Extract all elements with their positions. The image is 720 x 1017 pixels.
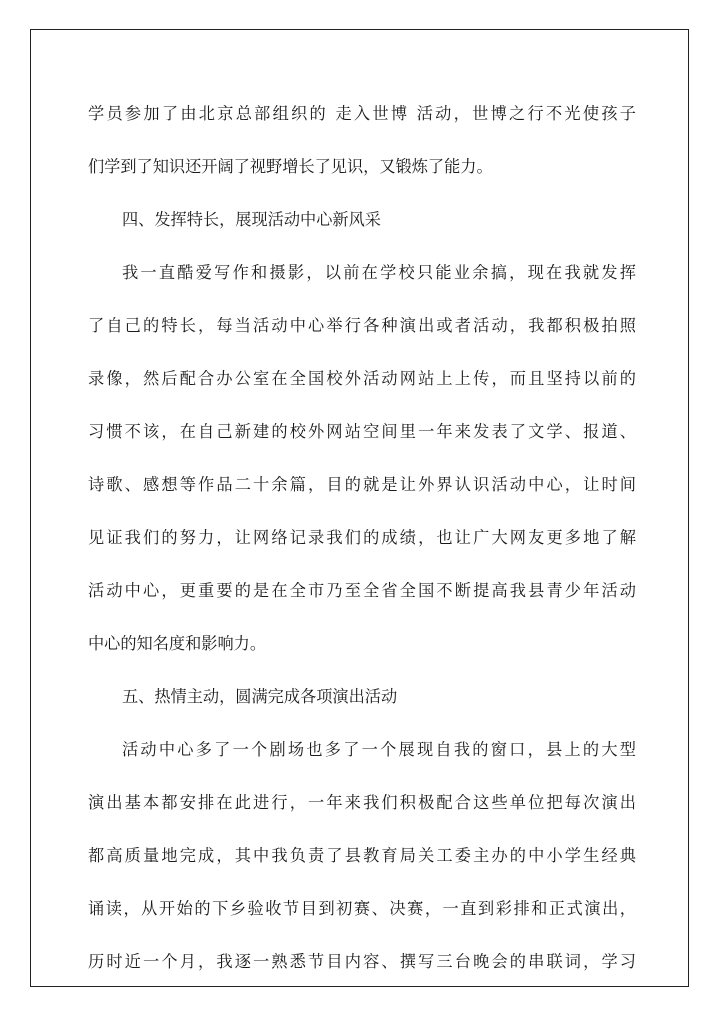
text-line: 见证我们的努力，让网络记录我们的成绩，也让广大网友更多地了解 (88, 528, 636, 547)
section-heading: 五、热情主动，圆满完成各项演出活动 (122, 687, 398, 706)
text-line: 我一直酷爱写作和摄影，以前在学校只能业余搞，现在我就发挥 (122, 263, 636, 282)
section-heading: 四、发挥特长，展现活动中心新风采 (122, 210, 381, 229)
text-line: 们学到了知识还开阔了视野增长了见识，又锻炼了能力。 (88, 157, 493, 176)
text-line: 都高质量地完成，其中我负责了县教育局关工委主办的中小学生经典 (88, 846, 636, 865)
text-line: 活动中心多了一个剧场也多了一个展现自我的窗口，县上的大型 (122, 740, 636, 759)
text-line: 演出基本都安排在此进行，一年来我们积极配合这些单位把每次演出 (88, 793, 636, 812)
text-line: 诵读，从开始的下乡验收节目到初赛、决赛，一直到彩排和正式演出， (88, 899, 636, 918)
text-line: 学员参加了由北京总部组织的 走入世博 活动，世博之行不光使孩子 (88, 104, 636, 123)
document-body (88, 94, 636, 995)
text-line: 诗歌、感想等作品二十余篇，目的就是让外界认识活动中心，让时间 (88, 475, 636, 494)
text-line: 活动中心，更重要的是在全市乃至全省全国不断提高我县青少年活动 (88, 581, 636, 600)
text-line: 中心的知名度和影响力。 (88, 634, 267, 653)
text-line: 录像，然后配合办公室在全国校外活动网站上上传，而且坚持以前的 (88, 369, 636, 388)
text-line: 历时近一个月，我逐一熟悉节目内容、撰写三台晚会的串联词，学习 (88, 952, 636, 971)
text-line: 了自己的特长，每当活动中心举行各种演出或者活动，我都积极拍照 (88, 316, 636, 335)
text-line: 习惯不该，在自己新建的校外网站空间里一年来发表了文学、报道、 (88, 422, 636, 441)
